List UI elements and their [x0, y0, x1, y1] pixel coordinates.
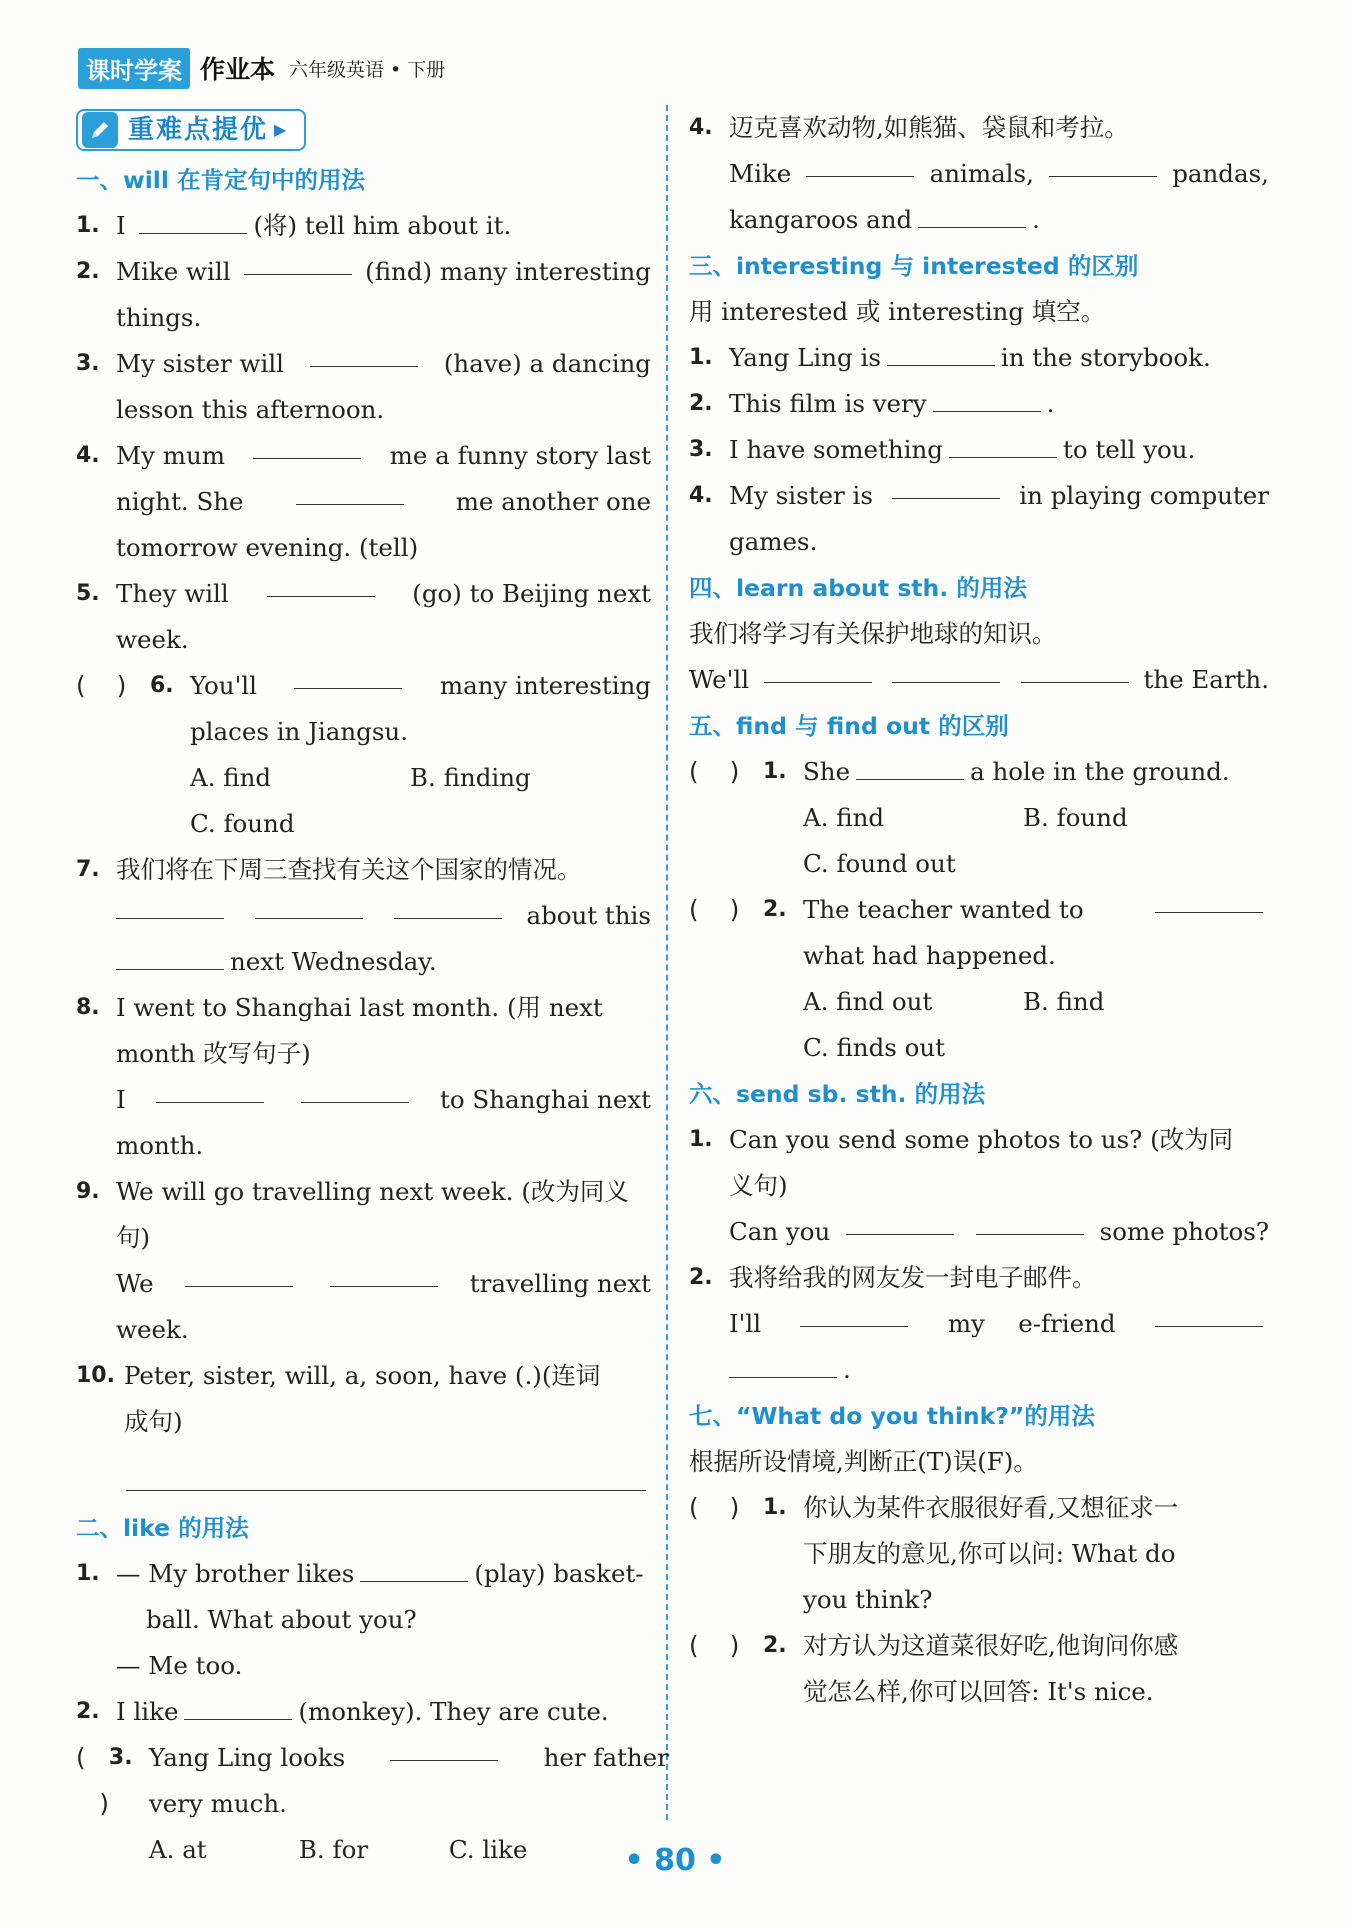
page-header: [78, 48, 445, 88]
question-9: 9. We will go travelling next week. (改为同义句) We travelling next week.: [76, 1177, 651, 1344]
option-b[interactable]: B. finding: [410, 763, 531, 792]
answer-blank[interactable]: [1155, 887, 1263, 913]
answer-blank[interactable]: [394, 893, 502, 919]
question-8: 8. I went to Shanghai last month. (用 next month 改写句子) I to Shanghai next month.: [76, 993, 651, 1160]
answer-blank[interactable]: [1155, 1301, 1263, 1327]
answer-blank[interactable]: [800, 1301, 908, 1327]
answer-blank[interactable]: [296, 479, 404, 505]
option-a[interactable]: A. at: [148, 1835, 207, 1864]
answer-blank[interactable]: [949, 432, 1057, 458]
column-divider: [666, 105, 668, 1820]
answer-blank[interactable]: [244, 249, 352, 275]
answer-line[interactable]: [126, 1467, 646, 1491]
section-banner: [76, 105, 651, 155]
right-column: [689, 105, 1269, 1715]
option-b[interactable]: B. for: [298, 1835, 369, 1864]
answer-paren[interactable]: ( ): [76, 671, 127, 700]
option-a[interactable]: A. find: [803, 803, 885, 832]
answer-blank[interactable]: [301, 1077, 409, 1103]
answer-paren[interactable]: ( ): [689, 895, 740, 924]
answer-blank[interactable]: [933, 386, 1041, 412]
instruction: 用 interested 或 interesting 填空。: [689, 297, 1106, 326]
option-c[interactable]: C. found out: [803, 849, 956, 878]
like-question-3: ( ) 3. Yang Ling looks her father very much. A. at B. for C. like: [76, 1735, 651, 1873]
answer-blank[interactable]: [267, 571, 375, 597]
send-question-1: 1. Can you send some photos to us? (改为同 义句) Can you some photos?: [689, 1125, 1269, 1246]
answer-blank[interactable]: [1021, 657, 1129, 683]
think-question-2: ( ) 2. 对方认为这道菜很好吃,他询问你感 觉怎么样,你可以回答: It's nice.: [689, 1623, 1269, 1715]
book-subtitle: 六年级英语 • 下册: [289, 58, 446, 81]
answer-blank[interactable]: [856, 754, 964, 780]
interest-question-1: 1. Yang Ling is in the storybook.: [689, 335, 1269, 381]
left-column: [76, 105, 669, 1873]
answer-paren[interactable]: ( ): [689, 757, 740, 786]
answer-blank[interactable]: [294, 663, 402, 689]
like-question-2: 2. I like (monkey). They are cute.: [76, 1689, 651, 1735]
banner-title: 重难点提优: [128, 115, 269, 145]
instruction: 我们将学习有关保护地球的知识。: [689, 619, 1057, 648]
answer-blank[interactable]: [253, 433, 361, 459]
question-5: 5. They will (go) to Beijing next week.: [76, 571, 651, 663]
question-4-cn: 4. 迈克喜欢动物,如熊猫、袋鼠和考拉。 Mike animals, pandas, kangaroos and .: [689, 113, 1269, 234]
answer-blank[interactable]: [330, 1261, 438, 1287]
book-title: 作业本: [200, 55, 276, 84]
answer-blank[interactable]: [139, 208, 247, 234]
option-a[interactable]: A. find: [190, 763, 272, 792]
page-number: • 80 •: [624, 1843, 726, 1878]
pencil-icon: [82, 112, 118, 148]
answer-blank[interactable]: [390, 1735, 498, 1761]
brand-label: 课时学案: [78, 48, 190, 89]
question-2: 2. Mike will (find) many interesting things.: [76, 249, 651, 341]
answer-blank[interactable]: [185, 1261, 293, 1287]
answer-blank[interactable]: [846, 1209, 954, 1235]
section-heading: 三、interesting 与 interested 的区别: [689, 252, 1139, 280]
answer-blank[interactable]: [116, 893, 224, 919]
like-question-1: 1. — My brother likes (play) basket- ball. What about you? — Me too.: [76, 1551, 651, 1689]
answer-blank[interactable]: [887, 340, 995, 366]
answer-blank[interactable]: [1049, 151, 1157, 177]
answer-blank[interactable]: [116, 944, 224, 970]
question-10: 10. Peter, sister, will, a, soon, have (.)(连词 成句): [76, 1361, 601, 1436]
interest-question-2: 2. This film is very .: [689, 381, 1269, 427]
think-question-1: ( ) 1. 你认为某件衣服很好看,又想征求一 下朋友的意见,你可以问: What do you think?: [689, 1485, 1269, 1623]
section-heading: 四、learn about sth. 的用法: [689, 574, 1027, 602]
answer-blank[interactable]: [764, 657, 872, 683]
option-b[interactable]: B. find: [1023, 987, 1105, 1016]
answer-blank[interactable]: [156, 1077, 264, 1103]
arrow-icon: ▶: [274, 120, 287, 139]
answer-paren[interactable]: ( ): [76, 1743, 109, 1818]
answer-blank[interactable]: [310, 341, 418, 367]
question-4: 4. My mum me a funny story last night. She me another one tomorrow evening. (tell): [76, 433, 651, 571]
answer-paren[interactable]: ( ): [689, 1631, 740, 1660]
instruction: 根据所设情境,判断正(T)误(F)。: [689, 1447, 1038, 1476]
option-c[interactable]: C. like: [448, 1835, 528, 1864]
section-heading: 二、like 的用法: [76, 1514, 249, 1542]
answer-blank[interactable]: [892, 473, 1000, 499]
section-heading: 七、“What do you think?”的用法: [689, 1402, 1095, 1430]
option-c[interactable]: C. finds out: [803, 1033, 945, 1062]
option-c[interactable]: C. found: [190, 809, 295, 838]
option-a[interactable]: A. find out: [803, 987, 933, 1016]
answer-blank[interactable]: [184, 1694, 292, 1720]
answer-blank[interactable]: [918, 202, 1026, 228]
answer-blank[interactable]: [806, 151, 914, 177]
find-question-2: ( ) 2. The teacher wanted to what had happened. A. find out B. find C. finds out: [689, 887, 1269, 1071]
question-3: 3. My sister will (have) a dancing lesson this afternoon.: [76, 341, 651, 433]
interest-question-4: 4. My sister is in playing computer games.: [689, 473, 1269, 565]
answer-paren[interactable]: ( ): [689, 1493, 740, 1522]
learn-question: We'll the Earth.: [689, 657, 1269, 703]
section-heading: 五、find 与 find out 的区别: [689, 712, 1009, 740]
section-heading: 六、send sb. sth. 的用法: [689, 1080, 986, 1108]
answer-blank[interactable]: [255, 893, 363, 919]
answer-blank[interactable]: [892, 657, 1000, 683]
question-1: 1. I (将) tell him about it.: [76, 203, 651, 249]
answer-blank[interactable]: [360, 1556, 468, 1582]
answer-blank[interactable]: [976, 1209, 1084, 1235]
send-question-2: 2. 我将给我的网友发一封电子邮件。 I'll my e-friend .: [689, 1255, 1269, 1393]
interest-question-3: 3. I have something to tell you.: [689, 427, 1269, 473]
question-7: 7. 我们将在下周三查找有关这个国家的情况。 about this next Wednesday.: [76, 855, 651, 976]
option-b[interactable]: B. found: [1023, 803, 1128, 832]
question-6: ( ) 6. You'll many interesting places in Jiangsu. A. find B. finding C. found: [76, 663, 651, 847]
find-question-1: ( ) 1. She a hole in the ground. A. find B. found C. found out: [689, 749, 1269, 887]
answer-blank[interactable]: [729, 1352, 837, 1378]
section-heading: 一、will 在肯定句中的用法: [76, 166, 366, 194]
